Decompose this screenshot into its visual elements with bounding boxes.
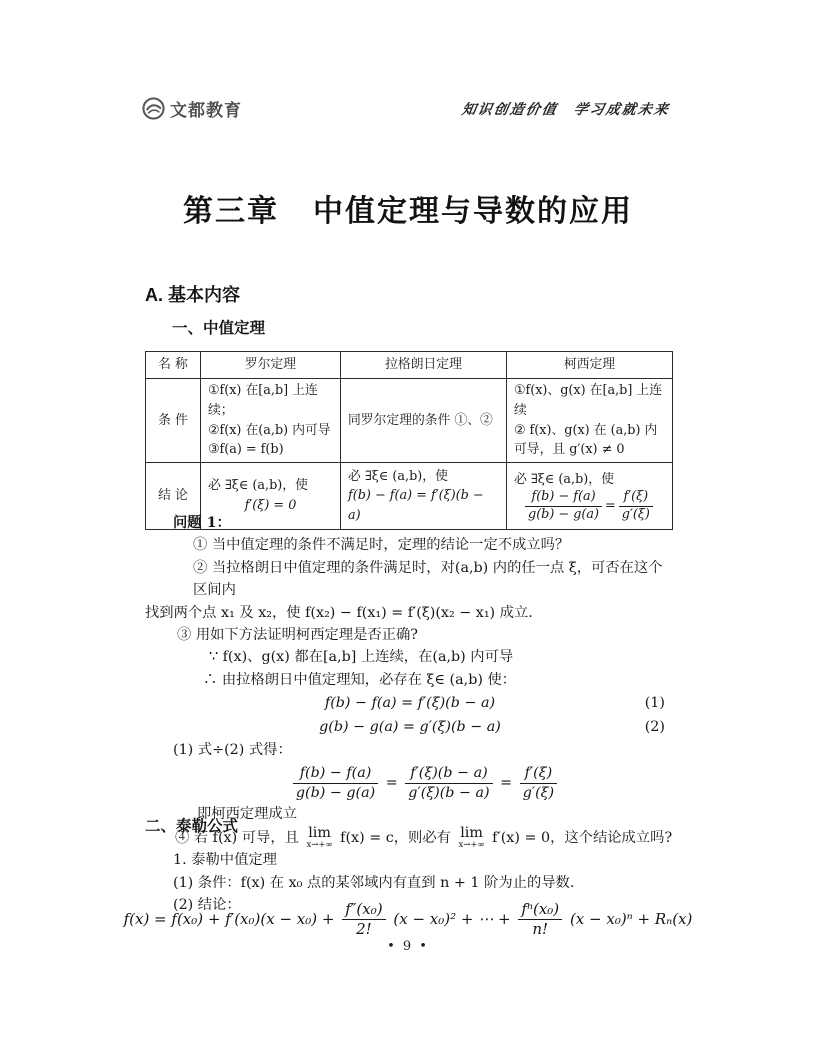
rolle-concl-2: f′(ξ) = 0 — [244, 498, 297, 514]
cauchy-frac-right-num: f′(ξ) — [619, 490, 653, 507]
lim-sub-2: x→+∞ — [458, 840, 485, 851]
problem1-because: ∵ f(x)、g(x) 都在[a,b] 上连续，在(a,b) 内可导 — [209, 649, 514, 666]
taylor-frac-2-num: fⁿ(x₀) — [518, 901, 562, 920]
problem1-therefore: ∴ 由拉格朗日中值定理知，必存在 ξ∈ (a,b) 使： — [203, 671, 517, 688]
chain-frac-1-den: g(b) − g(a) — [295, 784, 376, 801]
table-condition-row — [146, 379, 673, 463]
chapter-name: 中值定理与导数的应用 — [313, 194, 633, 229]
lim-sub-1: x→+∞ — [306, 840, 333, 851]
chain-frac-2-num: f′(ξ)(b − a) — [405, 765, 492, 783]
item4-pre: ④ 若 f(x) 可导，且 — [175, 829, 299, 846]
chain-frac-1-num: f(b) − f(a) — [293, 765, 378, 783]
taylor-frac-1 — [342, 901, 385, 939]
table-header-row — [146, 352, 673, 379]
lim-word-2: lim — [460, 824, 483, 841]
chain-equals-b: = — [500, 775, 513, 792]
cauchy-frac-left-den: g(b) − g(a) — [528, 506, 600, 522]
taylor-condition: (1) 条件：f(x) 在 x₀ 点的某邻域内有直到 n + 1 阶为止的导数. — [173, 874, 575, 891]
taylor-mid: (x − x₀)² + ⋯ + — [393, 909, 511, 928]
chain-equals-a: = — [385, 775, 398, 792]
col-header-cauchy: 柯西定理 — [507, 352, 673, 379]
cauchy-frac-right-den: g′(ξ) — [621, 506, 650, 522]
rolle-concl-1: 必 ∃ξ∈ (a,b)，使 — [208, 478, 308, 494]
taylor-heading: 二、泰勒公式 — [145, 818, 239, 835]
chain-frac-1 — [293, 765, 378, 801]
cauchy-cond-2: ② f(x)、g(x) 在 (a,b) 内可导，且 g′(x) ≠ 0 — [514, 422, 658, 458]
col-header-name: 名 称 — [146, 352, 201, 379]
wendu-logo-icon — [142, 97, 165, 120]
subsection-mvt-heading: 一、中值定理 — [172, 320, 266, 337]
cauchy-holds-line: 即柯西定理成立 — [197, 806, 298, 823]
taylor-post: (x − x₀)ⁿ + Rₙ(x) — [569, 909, 693, 928]
page-number: • 9 • — [387, 939, 429, 954]
divide-line: (1) 式÷(2) 式得： — [173, 742, 292, 759]
chain-frac-2 — [405, 765, 492, 801]
wendu-logo — [142, 96, 242, 121]
problem1-item1: ① 当中值定理的条件不满足时，定理的结论一定不成立吗？ — [193, 537, 570, 554]
problem1-item3: ③ 用如下方法证明柯西定理是否正确? — [177, 627, 418, 644]
taylor-subheading: 1. 泰勒中值定理 — [173, 852, 277, 869]
chapter-number: 第三章 — [183, 194, 279, 229]
rolle-cond-2: ②f(x) 在(a,b) 内可导 — [208, 422, 331, 438]
col-header-lagrange: 拉格朗日定理 — [341, 352, 507, 379]
cauchy-equals: = — [605, 498, 616, 514]
equation-1-body: f(b) − f(a) = f′(ξ)(b − a) — [324, 695, 496, 712]
taylor-frac-1-num: f″(x₀) — [342, 901, 385, 920]
taylor-frac-2 — [518, 901, 562, 939]
equation-2-number: (2) — [644, 718, 665, 735]
section-a-heading: A. 基本内容 — [145, 285, 241, 305]
taylor-pre: f(x) = f(x₀) + f′(x₀)(x − x₀) + — [123, 909, 335, 928]
equation-2 — [145, 716, 675, 738]
taylor-frac-2-den: n! — [532, 920, 549, 939]
page-header — [142, 96, 670, 121]
rolle-cond-1: ①f(x) 在[a,b] 上连续； — [208, 383, 318, 418]
lagrange-concl-1: 必 ∃ξ∈ (a,b)，使 — [348, 468, 448, 484]
cauchy-frac-left-num: f(b) − f(a) — [525, 490, 602, 507]
item4-post: f′(x) = 0，这个结论成立吗? — [492, 829, 673, 846]
rolle-cond-3: ③f(a) = f(b) — [208, 442, 284, 458]
lim-word-1: lim — [308, 824, 331, 841]
problem1-block — [145, 512, 675, 850]
chain-frac-3-den: g′(ξ) — [522, 784, 555, 801]
lagrange-concl-2: f(b) − f(a) = f′(ξ)(b − a) — [348, 488, 484, 524]
header-slogan: 知识创造价值 学习成就未来 — [460, 101, 672, 118]
condition-lagrange-cell: 同罗尔定理的条件 ①、② — [341, 379, 507, 463]
chain-frac-3-num: f′(ξ) — [520, 765, 557, 783]
chapter-title — [0, 186, 816, 230]
conclusion-label: 结 论 — [146, 463, 201, 530]
condition-label: 条 件 — [146, 379, 201, 463]
chain-equation — [175, 765, 675, 801]
cauchy-concl-1: 必 ∃ξ∈ (a,b)，使 — [514, 472, 614, 488]
condition-cauchy-cell — [507, 379, 673, 463]
cauchy-cond-1: ①f(x)、g(x) 在[a,b] 上连续 — [514, 383, 663, 418]
logo-text: 文都教育 — [170, 101, 242, 120]
taylor-formula — [0, 901, 816, 939]
chain-frac-3 — [520, 765, 557, 801]
equation-1-number: (1) — [644, 695, 665, 712]
problem1-item2-line1: ② 当拉格朗日中值定理的条件满足时，对(a,b) 内的任一点 ξ，可否在这个区间内 — [193, 559, 663, 599]
taylor-frac-1-den: 2! — [356, 920, 372, 939]
problem1-item2-line2: 找到两个点 x₁ 及 x₂，使 f(x₂) − f(x₁) = f′(ξ)(x₂ − x₁) 成立. — [145, 604, 533, 621]
condition-rolle-cell — [201, 379, 341, 463]
chain-frac-2-den: g′(ξ)(b − a) — [408, 784, 490, 801]
item4-mid: f(x) = c，则必有 — [340, 829, 451, 846]
col-header-rolle: 罗尔定理 — [201, 352, 341, 379]
spacer — [145, 838, 675, 849]
equation-1 — [145, 692, 675, 714]
taylor-conclusion-label: (2) 结论： — [173, 897, 241, 914]
problem1-heading: 问题 1： — [173, 515, 231, 531]
mvt-comparison-table — [145, 351, 673, 530]
equation-2-body: g(b) − g(a) = g′(ξ)(b − a) — [319, 718, 501, 735]
